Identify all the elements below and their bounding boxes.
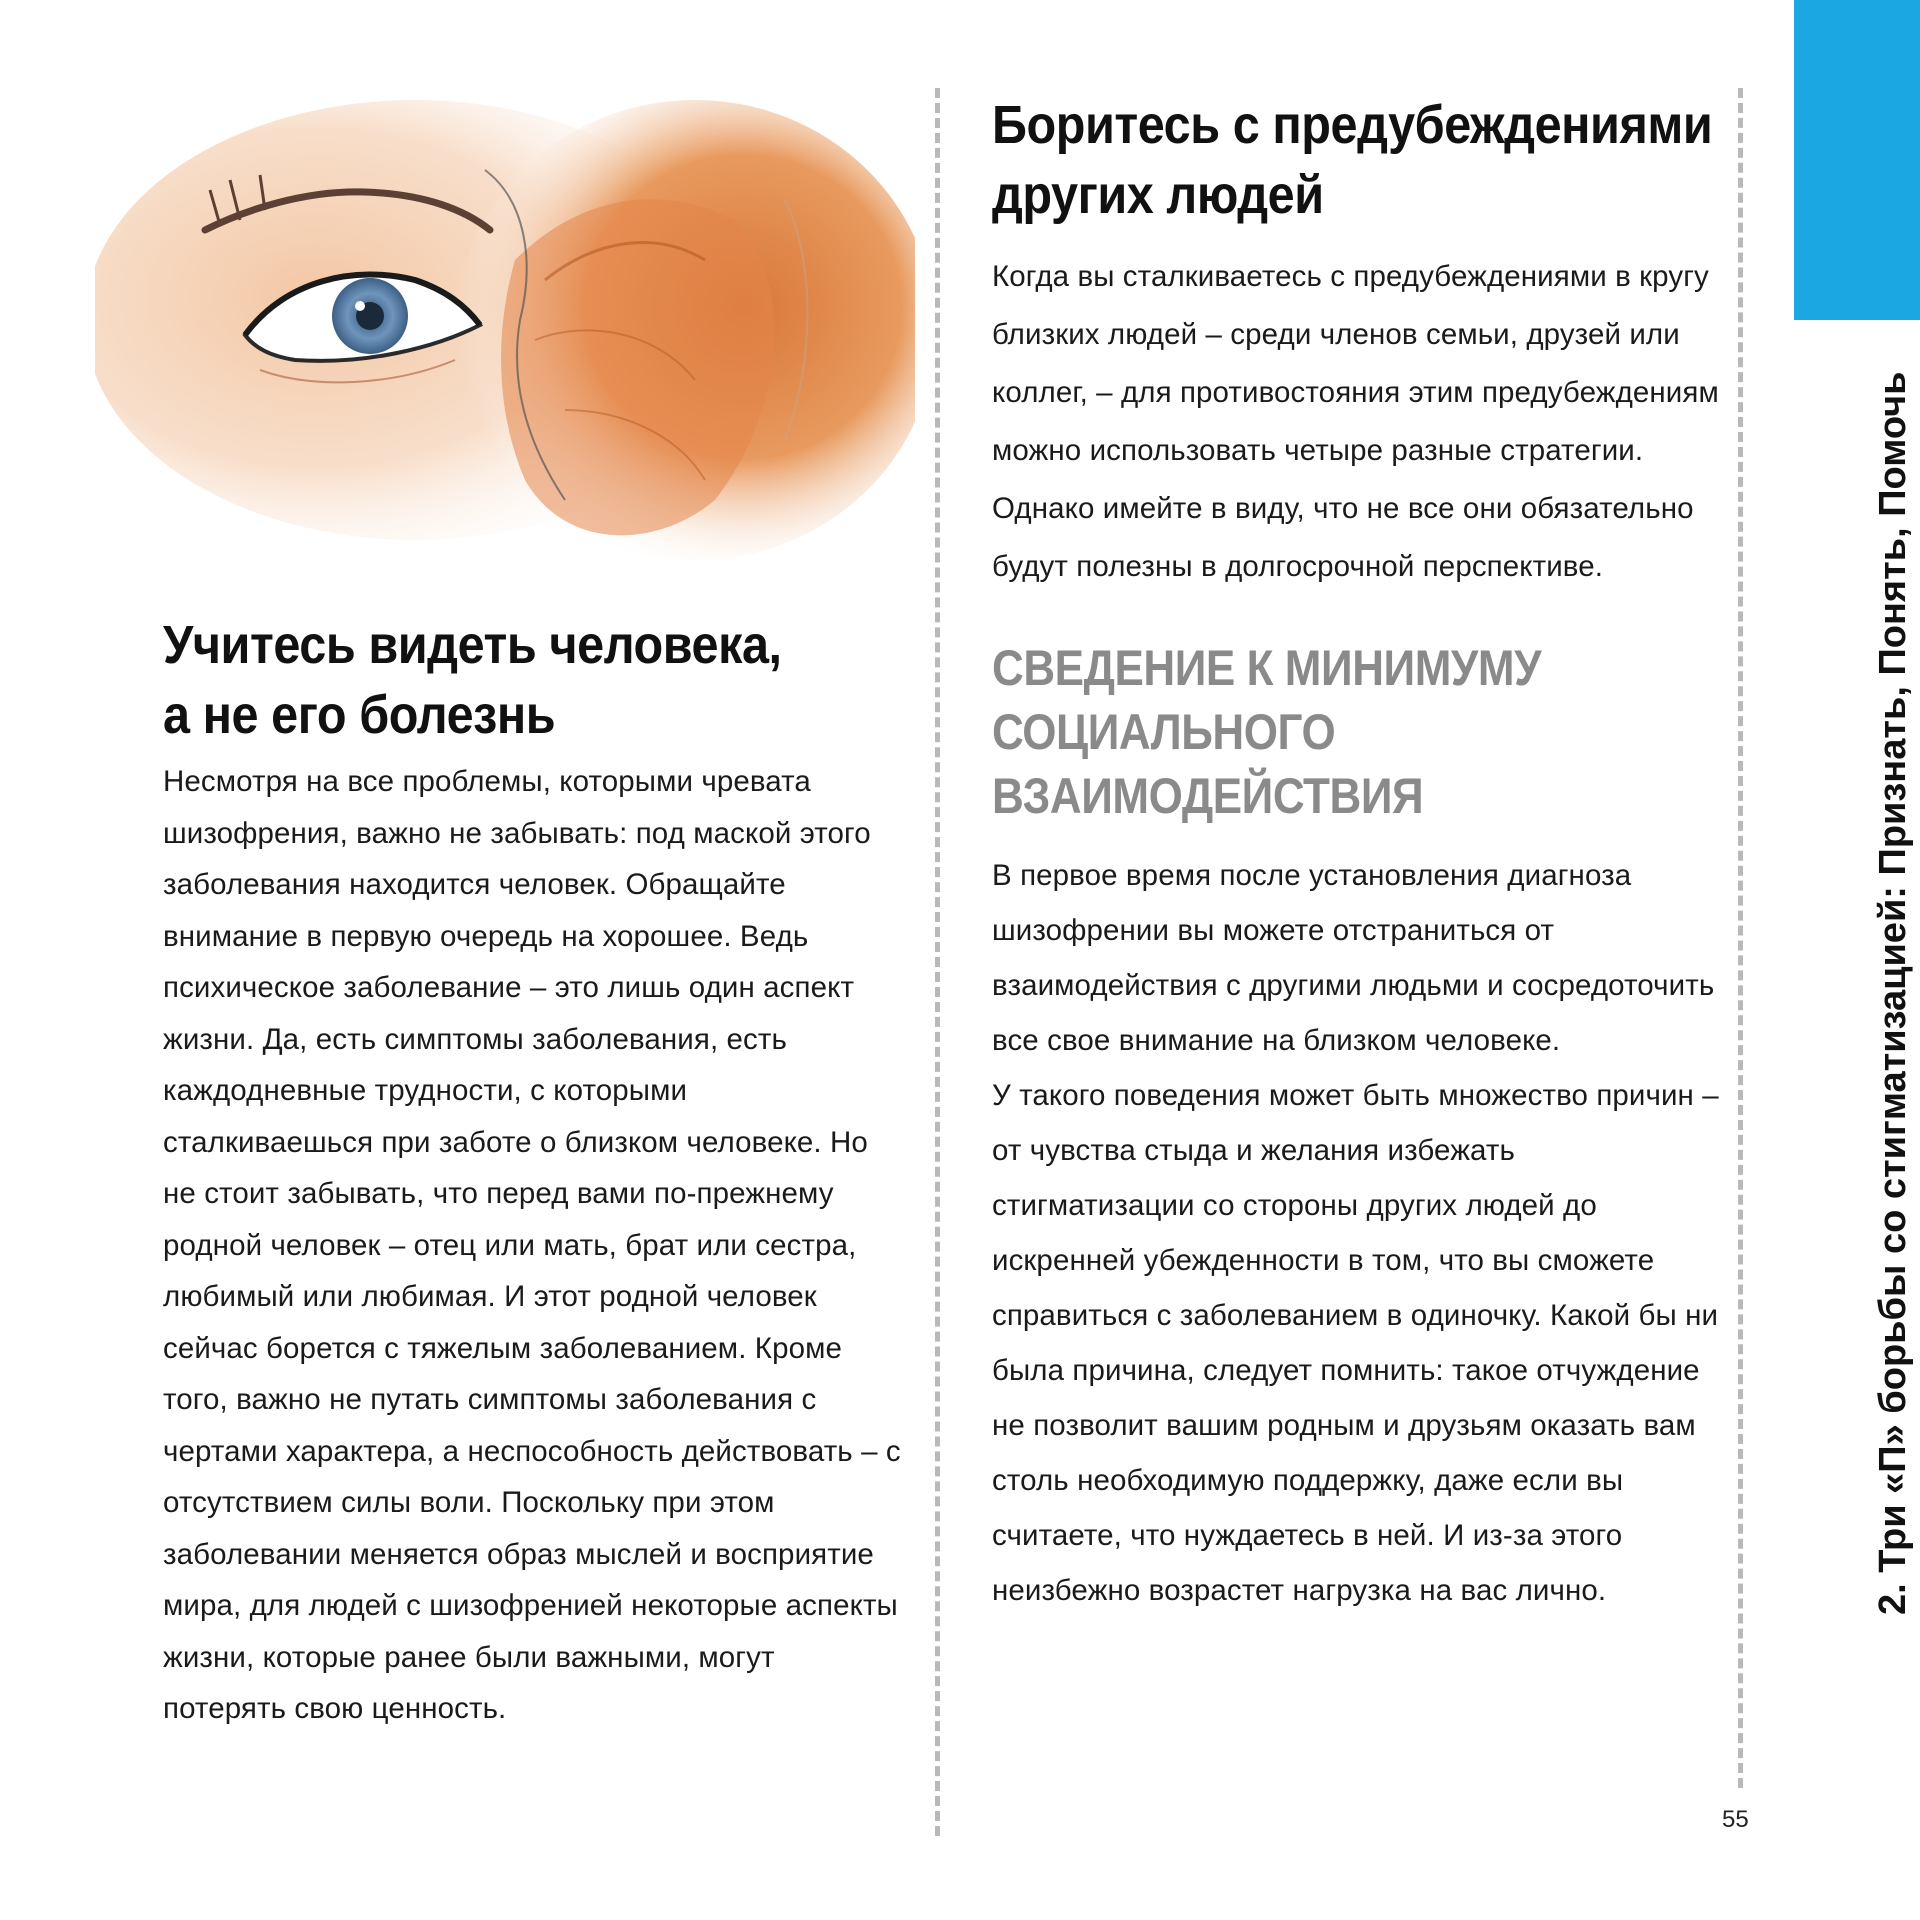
subheading-line-3: ВЗАИМОДЕЙСТВИЯ [992, 768, 1424, 824]
left-heading [163, 610, 901, 750]
column-divider [935, 88, 940, 1836]
left-section [163, 610, 903, 1735]
left-heading-line-2: а не его болезнь [163, 685, 556, 745]
subheading-line-1: СВЕДЕНИЕ К МИНИМУМУ [992, 640, 1542, 696]
woman-eye-illustration [95, 80, 915, 560]
chapter-color-tab [1794, 0, 1920, 320]
left-heading-line-1: Учитесь видеть человека, [163, 615, 782, 675]
right-heading-line-2: других людей [992, 165, 1324, 225]
right-body-paragraph-1: В первое время после установления диагноза шизофрении вы можете отстраниться от взаимодействия с другими людьми и сосредоточить все свое внимание на близком человеке. [992, 859, 1715, 1057]
right-heading [992, 90, 1730, 230]
page-number: 55 [1722, 1806, 1749, 1833]
right-section [992, 90, 1722, 1618]
section-subheading [992, 636, 1714, 828]
margin-divider [1738, 88, 1743, 1788]
subheading-line-2: СОЦИАЛЬНОГО [992, 704, 1336, 760]
right-intro-text: Когда вы сталкиваетесь с предубеждениями в кругу близких людей – среди членов семьи, друзей или коллег, – для противостояния этим предубеждениям можно использовать четыре разные стратегии. Однако имейте в виду, что не все они обязательно будут полезны в долгосрочной перспективе. [992, 260, 1719, 583]
right-body-paragraph-2: У такого поведения может быть множество причин – от чувства стыда и желания избежать стигматизации со стороны других людей до искренней убежденности в том, что вы сможете справиться с заболеванием в одиночку. Какой бы ни была причина, следует помнить: такое отчуждение не позволит вашим родным и друзьям оказать вам столь необходимую поддержку, даже если вы считаете, что нуждаетесь в ней. И из-за этого неизбежно возрастет нагрузка на вас лично. [992, 1079, 1719, 1607]
left-body-text: Несмотря на все проблемы, которыми чревата шизофрения, важно не забывать: под маской этого заболевания находится человек. Обращайте внимание в первую очередь на хорошее. Ведь психическое заболевание – это лишь один аспект жизни. Да, есть симптомы заболевания, есть каждодневные трудности, с которыми сталкиваешься при заботе о близком человеке. Но не стоит забывать, что перед вами по-прежнему родной человек – отец или мать, брат или сестра, любимый или любимая. И этот родной человек сейчас борется с тяжелым заболеванием. Кроме того, важно не путать симптомы заболевания с чертами характера, а неспособность действовать – с отсутствием силы воли. Поскольку при этом заболевании меняется образ мыслей и восприятие мира, для людей с шизофренией некоторые аспекты жизни, которые ранее были важными, могут потерять свою ценность. [163, 765, 901, 1725]
right-heading-line-1: Боритесь с предубеждениями [992, 95, 1713, 155]
chapter-side-title: 2. Три «П» борьбы со стигматизацией: Признать, Понять, Помочь [1872, 371, 1914, 1615]
